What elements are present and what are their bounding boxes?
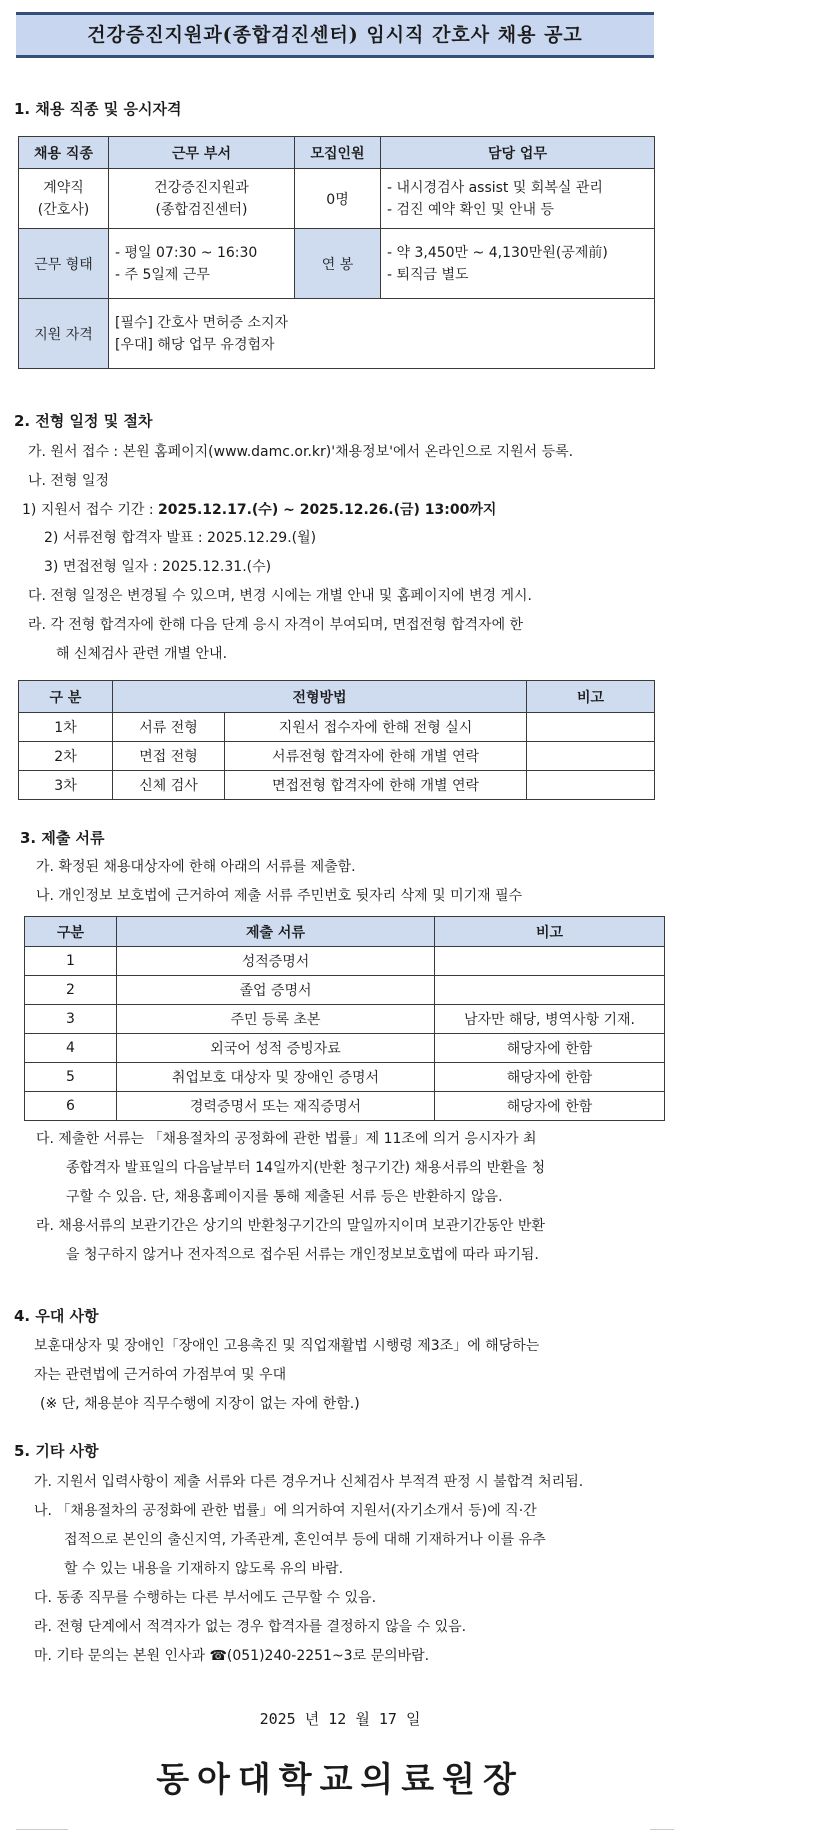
- return-policy-line-2: 종합격자 발표일의 다음날부터 14일까지(반환 청구기간) 채용서류의 반환을 청: [66, 1160, 546, 1176]
- work-type-line: - 주 5일제 근무: [115, 266, 210, 283]
- position-table-header: [19, 137, 655, 169]
- stage-type-cell: 신체 검사: [113, 771, 225, 800]
- qualification-cell: [109, 299, 655, 369]
- table-row: [19, 713, 655, 742]
- duty-line: - 검진 예약 확인 및 안내 등: [387, 201, 554, 218]
- schedule-item-1-label: 1) 지원서 접수 기간 :: [22, 502, 159, 518]
- header-document: 제출 서류: [117, 917, 435, 947]
- header-number: 구분: [25, 917, 117, 947]
- stage-desc-cell: 지원서 접수자에 한해 전형 실시: [225, 713, 527, 742]
- doc-name-cell: 성적증명서: [117, 947, 435, 976]
- table-row: [25, 1034, 665, 1063]
- schedule-item-1: [22, 499, 496, 519]
- header-remarks: 비고: [527, 681, 655, 713]
- doc-note-cell: [435, 976, 665, 1005]
- department-line: (종합검진센터): [155, 201, 248, 218]
- work-type-cell: [109, 229, 295, 299]
- other-note-na-line-1: 나. 「채용절차의 공정화에 관한 법률」에 의거하여 지원서(자기소개서 등)에 직·간: [34, 1503, 537, 1519]
- doc-note-cell: 남자만 해당, 병역사항 기재.: [435, 1005, 665, 1034]
- stage-type-cell: 서류 전형: [113, 713, 225, 742]
- salary-label: 연 봉: [295, 229, 381, 299]
- application-method-text: 가. 원서 접수 : 본원 홈페이지(www.damc.or.kr)'채용정보'에서 온라인으로 지원서 등록.: [28, 444, 574, 460]
- other-note-na-line-2: 접적으로 본인의 출신지역, 가족관계, 혼인여부 등에 대해 기재하거나 이를 유추: [64, 1532, 546, 1548]
- qualification-label: 지원 자격: [19, 299, 109, 369]
- return-policy-line-1: 다. 제출한 서류는 「채용절차의 공정화에 관한 법률」제 11조에 의거 응시자가 최: [36, 1131, 537, 1147]
- doc-number-cell: 5: [25, 1063, 117, 1092]
- qualification-row: [19, 299, 655, 369]
- doc-note-cell: [435, 947, 665, 976]
- stage-desc-cell: 서류전형 합격자에 한해 개별 연락: [225, 742, 527, 771]
- stage-cell: 3차: [19, 771, 113, 800]
- doc-number-cell: 4: [25, 1034, 117, 1063]
- other-note-ra: 라. 전형 단계에서 적격자가 없는 경우 합격자를 결정하지 않을 수 있음.: [34, 1619, 467, 1635]
- required-documents-table: [24, 916, 665, 1121]
- doc-note-cell: 해당자에 한함: [435, 1034, 665, 1063]
- documents-table-header: [25, 917, 665, 947]
- documents-note-na: 나. 개인정보 보호법에 근거하여 제출 서류 주민번호 뒷자리 삭제 및 미기재 필수: [36, 888, 523, 904]
- stage-cell: 2차: [19, 742, 113, 771]
- stage-note-cell: [527, 771, 655, 800]
- preference-line-2: 자는 관련법에 근거하여 가점부여 및 우대: [34, 1367, 287, 1383]
- header-headcount: 모집인원: [295, 137, 381, 169]
- work-type-line: - 평일 07:30 ~ 16:30: [115, 244, 258, 261]
- department-line: 건강증진지원과: [154, 179, 249, 196]
- bottom-divider: [650, 1829, 674, 1830]
- other-note-na-line-3: 할 수 있는 내용을 기재하지 않도록 유의 바람.: [64, 1561, 344, 1577]
- headcount-cell: 0명: [295, 169, 381, 229]
- stage-note-cell: [527, 713, 655, 742]
- selection-table-header: [19, 681, 655, 713]
- duty-line: - 내시경검사 assist 및 회복실 관리: [387, 179, 603, 196]
- doc-number-cell: 3: [25, 1005, 117, 1034]
- stage-type-cell: 면접 전형: [113, 742, 225, 771]
- application-period: 2025.12.17.(수) ~ 2025.12.26.(금) 13:00까지: [158, 502, 497, 518]
- header-department: 근무 부서: [109, 137, 295, 169]
- bottom-divider: [16, 1829, 68, 1830]
- header-job-type: 채용 직종: [19, 137, 109, 169]
- job-type-cell: [19, 169, 109, 229]
- schedule-change-note: 다. 전형 일정은 변경될 수 있으며, 변경 시에는 개별 안내 및 홈페이지에 변경 게시.: [28, 588, 532, 604]
- section-2-title: 2. 전형 일정 및 절차: [14, 412, 153, 430]
- doc-note-cell: 해당자에 한함: [435, 1063, 665, 1092]
- section-1-title: 1. 채용 직종 및 응시자격: [14, 100, 182, 118]
- doc-name-cell: 외국어 성적 증빙자료: [117, 1034, 435, 1063]
- preference-line-1: 보훈대상자 및 장애인「장애인 고용촉진 및 직업재활법 시행령 제3조」에 해당하는: [34, 1338, 540, 1354]
- table-row: [25, 947, 665, 976]
- section-5-title: 5. 기타 사항: [14, 1442, 99, 1460]
- schedule-heading: 나. 전형 일정: [28, 473, 109, 489]
- salary-line: - 약 3,450만 ~ 4,130만원(공제前): [387, 244, 608, 261]
- doc-number-cell: 6: [25, 1092, 117, 1121]
- position-row: [19, 169, 655, 229]
- documents-note-ga: 가. 확정된 채용대상자에 한해 아래의 서류를 제출함.: [36, 859, 356, 875]
- job-type-line: 계약직: [43, 179, 84, 196]
- doc-note-cell: 해당자에 한함: [435, 1092, 665, 1121]
- qualification-line: [우대] 해당 업무 유경험자: [115, 336, 275, 353]
- doc-number-cell: 1: [25, 947, 117, 976]
- return-policy-line-3: 구할 수 있음. 단, 채용홈페이지를 통해 제출된 서류 등은 반환하지 않음.: [66, 1189, 503, 1205]
- department-cell: [109, 169, 295, 229]
- position-table: [18, 136, 655, 369]
- qualification-note-line-1: 라. 각 전형 합격자에 한해 다음 단계 응시 자격이 부여되며, 면접전형 합격자에 한: [28, 617, 524, 633]
- doc-name-cell: 졸업 증명서: [117, 976, 435, 1005]
- table-row: [19, 771, 655, 800]
- doc-number-cell: 2: [25, 976, 117, 1005]
- doc-name-cell: 주민 등록 초본: [117, 1005, 435, 1034]
- qualification-note-line-2: 해 신체검사 관련 개별 안내.: [56, 646, 228, 662]
- doc-name-cell: 경력증명서 또는 재직증명서: [117, 1092, 435, 1121]
- other-note-ga: 가. 지원서 입력사항이 제출 서류와 다른 경우거나 신체검사 부적격 판정 시 불합격 처리됨.: [34, 1474, 584, 1490]
- section-3-title: 3. 제출 서류: [20, 829, 105, 847]
- salary-cell: [381, 229, 655, 299]
- table-row: [25, 1092, 665, 1121]
- schedule-item-3: 3) 면접전형 일자 : 2025.12.31.(수): [44, 559, 272, 575]
- posting-date: 2025 년 12 월 17 일: [259, 1710, 421, 1728]
- table-row: [25, 1063, 665, 1092]
- qualification-line: [필수] 간호사 면허증 소지자: [115, 314, 289, 331]
- header-duties: 담당 업무: [381, 137, 655, 169]
- header-stage: 구 분: [19, 681, 113, 713]
- header-method: 전형방법: [113, 681, 527, 713]
- header-remarks: 비고: [435, 917, 665, 947]
- selection-process-table: [18, 680, 655, 800]
- table-row: [25, 1005, 665, 1034]
- page-title: 건강증진지원과(종합검진센터) 임시직 간호사 채용 공고: [16, 12, 654, 58]
- doc-name-cell: 취업보호 대상자 및 장애인 증명서: [117, 1063, 435, 1092]
- stage-desc-cell: 면접전형 합격자에 한해 개별 연락: [225, 771, 527, 800]
- preference-line-3: (※ 단, 채용분야 직무수행에 지장이 없는 자에 한함.): [40, 1396, 360, 1412]
- issuer-signature: 동아대학교의료원장: [156, 1760, 524, 1800]
- other-note-ma: 마. 기타 문의는 본원 인사과 ☎(051)240-2251~3로 문의바람.: [34, 1648, 430, 1664]
- work-type-label: 근무 형태: [19, 229, 109, 299]
- table-row: [25, 976, 665, 1005]
- stage-cell: 1차: [19, 713, 113, 742]
- stage-note-cell: [527, 742, 655, 771]
- duties-cell: [381, 169, 655, 229]
- retention-line-1: 라. 채용서류의 보관기간은 상기의 반환청구기간의 말일까지이며 보관기간동안 반환: [36, 1218, 545, 1234]
- retention-line-2: 을 청구하지 않거나 전자적으로 접수된 서류는 개인정보보호법에 따라 파기됨.: [66, 1247, 539, 1263]
- table-row: [19, 742, 655, 771]
- job-type-line: (간호사): [37, 201, 90, 218]
- other-note-da: 다. 동종 직무를 수행하는 다른 부서에도 근무할 수 있음.: [34, 1590, 377, 1606]
- schedule-item-2: 2) 서류전형 합격자 발표 : 2025.12.29.(월): [44, 530, 317, 546]
- section-4-title: 4. 우대 사항: [14, 1307, 99, 1325]
- work-row: [19, 229, 655, 299]
- salary-line: - 퇴직금 별도: [387, 266, 469, 283]
